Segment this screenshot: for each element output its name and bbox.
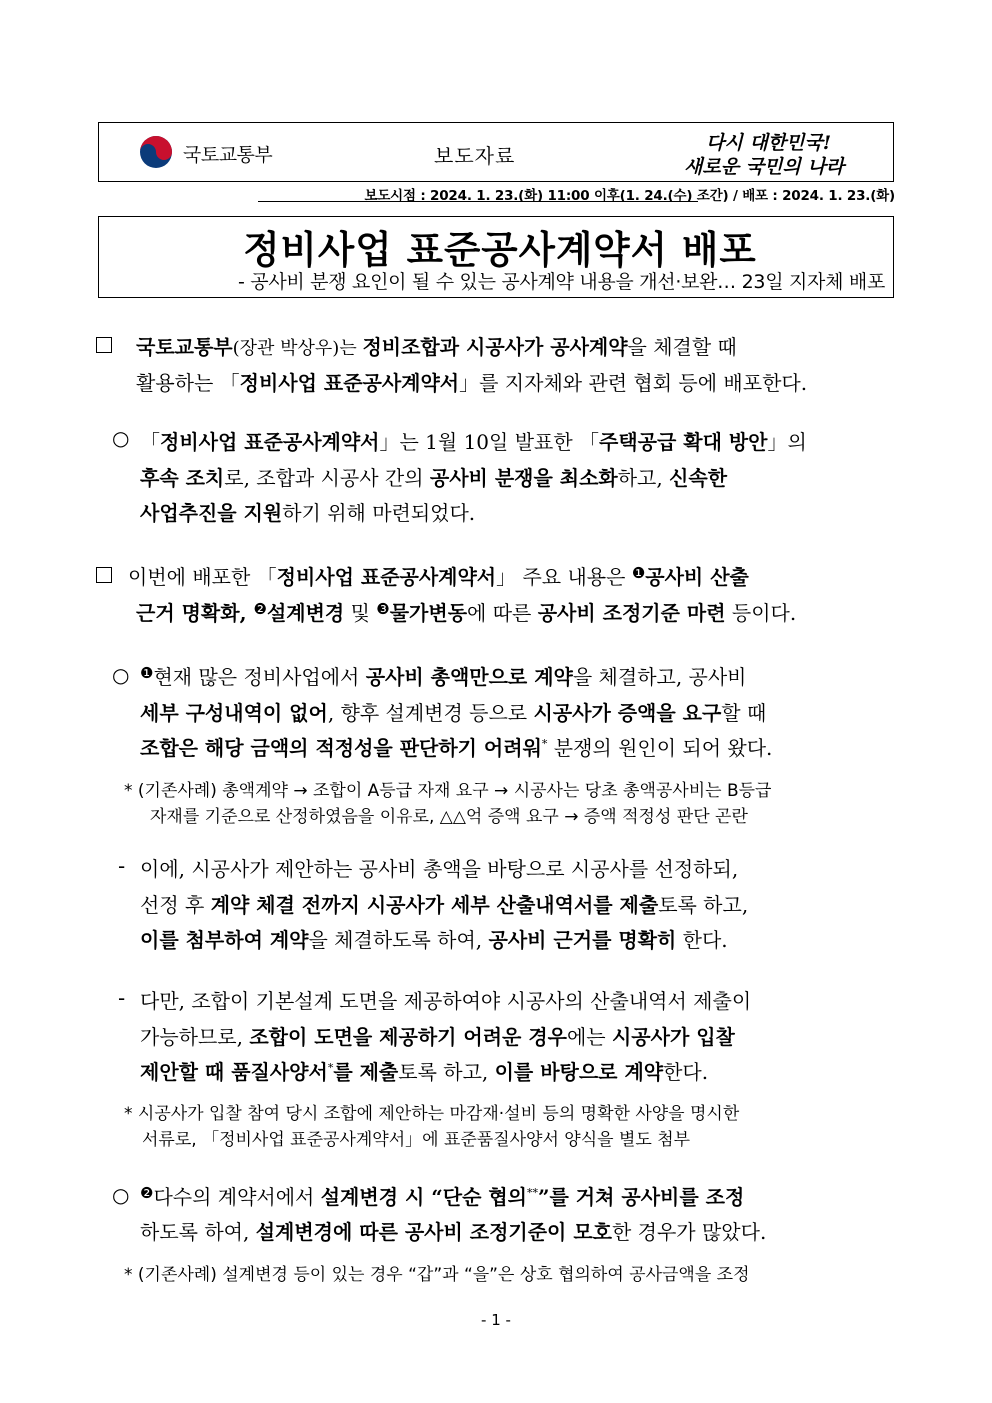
item1-line2: 세부 구성내역이 없어, 향후 설계변경 등으로 시공사가 증액을 요구할 때: [140, 701, 767, 725]
checkbox-square-icon: [96, 567, 112, 583]
dash1-line1: 이에, 시공사가 제안하는 공사비 총액을 바탕으로 시공사를 선정하되,: [140, 857, 739, 881]
release-info: 보도시점 : 2024. 1. 23.(화) 11:00 이후(1. 24.(수) 조간) / 배포 : 2024. 1. 23.(화): [364, 188, 895, 204]
dash2-line1: 다만, 조합이 기본설계 도면을 제공하여야 시공사의 산출내역서 제출이: [140, 989, 752, 1013]
main-title: 정비사업 표준공사계약서 배포: [243, 228, 757, 272]
item1-note-line1: * (기존사례) 총액계약 → 조합이 A등급 자재 요구 → 시공사는 당초 총액공사비는 B등급: [124, 781, 772, 801]
item1-line1: $^❶$현재 많은 정비사업에서 공사비 총액만으로 계약을 체결하고, 공사비: [140, 664, 747, 689]
release-underline: [258, 201, 698, 202]
para1-sub-line1: 「정비사업 표준공사계약서」는 1월 10일 발표한 「주택공급 확대 방안」의: [140, 430, 807, 454]
dash1-line2: 선정 후 계약 체결 전까지 시공사가 세부 산출내역서를 제출토록 하고,: [140, 893, 749, 917]
page-number: - 1 -: [481, 1311, 511, 1329]
title-box: [98, 216, 894, 298]
slogan: [684, 127, 884, 179]
dash2-note-line1: * 시공사가 입찰 참여 당시 조합에 제안하는 마감재·설비 등의 명확한 사양을 명시한: [124, 1104, 740, 1124]
slogan-line1: 다시 대한민국!: [706, 132, 832, 154]
item2-note-line1: * (기존사례) 설계변경 등이 있는 경우 “갑”과 “을”은 상호 협의하여 공사금액을 조정: [124, 1265, 750, 1285]
ministry-name: 국토교통부: [183, 144, 273, 166]
circle-bullet: ○: [112, 1183, 130, 1207]
dash1-line3: 이를 첨부하여 계약을 체결하도록 하여, 공사비 근거를 명확히 한다.: [140, 928, 728, 952]
ministry-logo-icon: [139, 135, 173, 169]
para2-line2: 근거 명확화, $^❷$설계변경 및 $^❸$물가변동에 따른 공사비 조정기준 마련 등이다.: [136, 600, 797, 625]
circle-bullet: ○: [112, 426, 130, 450]
para1-line2: 활용하는 「정비사업 표준공사계약서」를 지자체와 관련 협회 등에 배포한다.: [136, 371, 808, 395]
item2-line1: $^❷$다수의 계약서에서 설계변경 시 “단순 협의**”를 거쳐 공사비를 조정: [140, 1184, 745, 1209]
dash2-line2: 가능하므로, 조합이 도면을 제공하기 어려운 경우에는 시공사가 입찰: [140, 1025, 735, 1049]
slogan-line2: 새로운 국민의 나라: [684, 156, 845, 178]
dash2-note-line2: 서류로, 「정비사업 표준공사계약서」에 표준품질사양서 양식을 별도 첨부: [142, 1130, 691, 1150]
dash2-line3: 제안할 때 품질사양서*를 제출토록 하고, 이를 바탕으로 계약한다.: [140, 1060, 709, 1084]
document-type: 보도자료: [434, 144, 516, 168]
press-header: [98, 122, 894, 182]
subtitle: - 공사비 분쟁 요인이 될 수 있는 공사계약 내용을 개선·보완… 23일 지자체 배포: [237, 271, 885, 293]
dash-bullet: -: [118, 986, 126, 1010]
circle-bullet: ○: [112, 663, 130, 687]
para1-line1: 국토교통부(장관 박상우)는 정비조합과 시공사가 공사계약을 체결할 때: [136, 335, 737, 359]
checkbox-square-icon: [96, 337, 112, 353]
item1-note-line2: 자재를 기준으로 산정하였음을 이유로, △△억 증액 요구 → 증액 적정성 판단 곤란: [150, 807, 748, 827]
para2-line1: 이번에 배포한 「정비사업 표준공사계약서」 주요 내용은 $^❶$공사비 산출: [128, 564, 749, 589]
item2-line2: 하도록 하여, 설계변경에 따른 공사비 조정기준이 모호한 경우가 많았다.: [140, 1220, 767, 1244]
item1-line3: 조합은 해당 금액의 적정성을 판단하기 어려워* 분쟁의 원인이 되어 왔다.: [140, 736, 773, 760]
dash-bullet: -: [118, 854, 126, 878]
para1-sub-line3: 사업추진을 지원하기 위해 마련되었다.: [140, 501, 476, 525]
para1-sub-line2: 후속 조치로, 조합과 시공사 간의 공사비 분쟁을 최소화하고, 신속한: [140, 466, 728, 490]
